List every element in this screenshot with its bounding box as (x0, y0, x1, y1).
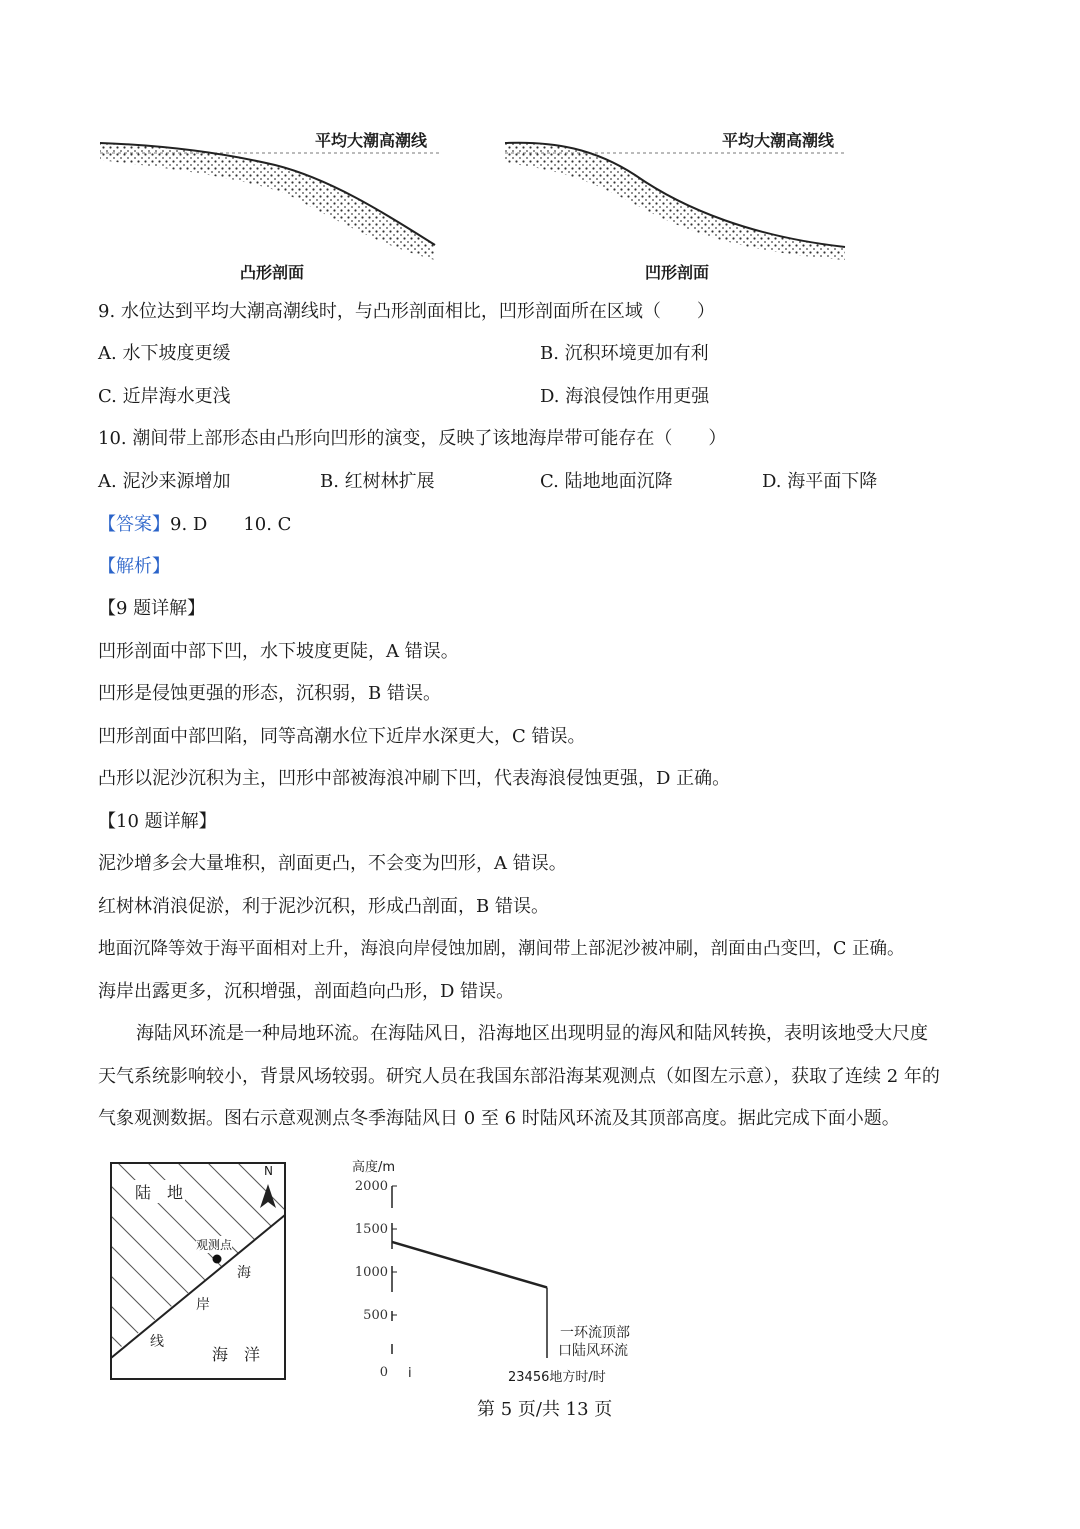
q9-option-b: B. 沉积环境更加有利 (540, 343, 709, 364)
q9-option-d: D. 海浪侵蚀作用更强 (540, 386, 710, 407)
convex-caption: 凸形剖面 (240, 263, 305, 282)
detail9-title: 【9 题详解】 (98, 598, 206, 619)
y-tick-label: 2000 (354, 1179, 388, 1194)
y-tick-label: 1000 (354, 1265, 388, 1280)
concave-profile (505, 143, 845, 260)
detail9-line: 凹形是侵蚀更强的形态，沉积弱，B 错误。 (98, 683, 441, 704)
q9-stem: 9. 水位达到平均大潮高潮线时，与凸形剖面相比，凹形剖面所在区域（ ） (98, 301, 715, 322)
chart-legend-item: 一环流顶部 (560, 1325, 630, 1341)
q10-option-b: B. 红树林扩展 (320, 471, 435, 492)
answer-text: 9. D 10. C (170, 514, 292, 535)
chart-x-start-tick: i (408, 1366, 412, 1381)
north-label: N (264, 1164, 273, 1178)
q9-option-c: C. 近岸海水更浅 (98, 386, 231, 407)
passage-line: 天气系统影响较小，背景风场较弱。研究人员在我国东部沿海某观测点（如图左示意），获取了连续 2 年的 (98, 1066, 940, 1087)
answer-tag: 【答案】 (98, 514, 170, 535)
detail10-line: 红树林消浪促淤，利于泥沙沉积，形成凸剖面，B 错误。 (98, 896, 549, 917)
page-number: 第 5 页/共 13 页 (477, 1399, 613, 1420)
map-land-label: 陆 地 (133, 1180, 185, 1203)
y-tick-label: 0 (379, 1365, 388, 1380)
chart-legend-item: 口陆风环流 (558, 1343, 628, 1359)
chart-xlabel: 23456地方时/时 (508, 1370, 606, 1385)
analysis-tag: 【解析】 (98, 556, 170, 577)
map-ocean-label: 海 洋 (212, 1345, 261, 1364)
series-line (392, 1242, 547, 1288)
station-dot (213, 1255, 222, 1264)
q10-option-d: D. 海平面下降 (762, 471, 878, 492)
convex-profile (100, 143, 440, 260)
convex-tide-line-label: 平均大潮高潮线 (315, 131, 428, 150)
concave-tide-line-label: 平均大潮高潮线 (722, 131, 835, 150)
coast-char: 海 (237, 1265, 251, 1281)
concave-caption: 凹形剖面 (645, 263, 710, 282)
detail10-line: 泥沙增多会大量堆积，剖面更凸，不会变为凹形，A 错误。 (98, 853, 567, 874)
detail10-line: 地面沉降等效于海平面相对上升，海浪向岸侵蚀加剧，潮间带上部泥沙被冲刷，剖面由凸变凹，C 正确。 (98, 939, 905, 959)
q10-option-a: A. 泥沙来源增加 (98, 471, 231, 492)
coast-char: 岸 (196, 1297, 210, 1313)
chart-ylabel: 高度/m (352, 1160, 396, 1175)
detail10-title: 【10 题详解】 (98, 811, 217, 832)
passage-line: 气象观测数据。图右示意观测点冬季海陆风日 0 至 6 时陆风环流及其顶部高度。据此完成下面小题。 (98, 1108, 900, 1129)
passage-line: 海陆风环流是一种局地环流。在海陆风日，沿海地区出现明显的海风和陆风转换，表明该地受大尺度 (136, 1023, 928, 1044)
coast-char: 线 (150, 1334, 164, 1350)
answer-line (98, 512, 291, 538)
q10-option-c: C. 陆地地面沉降 (540, 471, 673, 492)
q9-option-a: A. 水下坡度更缓 (98, 343, 231, 364)
detail10-line: 海岸出露更多，沉积增强，剖面趋向凸形，D 错误。 (98, 981, 515, 1002)
y-tick-label: 500 (363, 1308, 388, 1323)
detail9-line: 凹形剖面中部下凹，水下坡度更陡，A 错误。 (98, 641, 459, 662)
station-label: 观测点 (196, 1238, 233, 1252)
q10-stem: 10. 潮间带上部形态由凸形向凹形的演变，反映了该地海岸带可能存在（ ） (98, 428, 727, 449)
detail9-line: 凸形以泥沙沉积为主，凹形中部被海浪冲刷下凹，代表海浪侵蚀更强，D 正确。 (98, 768, 731, 789)
y-tick-label: 1500 (354, 1222, 388, 1237)
detail9-line: 凹形剖面中部凹陷，同等高潮水位下近岸水深更大，C 错误。 (98, 726, 586, 747)
